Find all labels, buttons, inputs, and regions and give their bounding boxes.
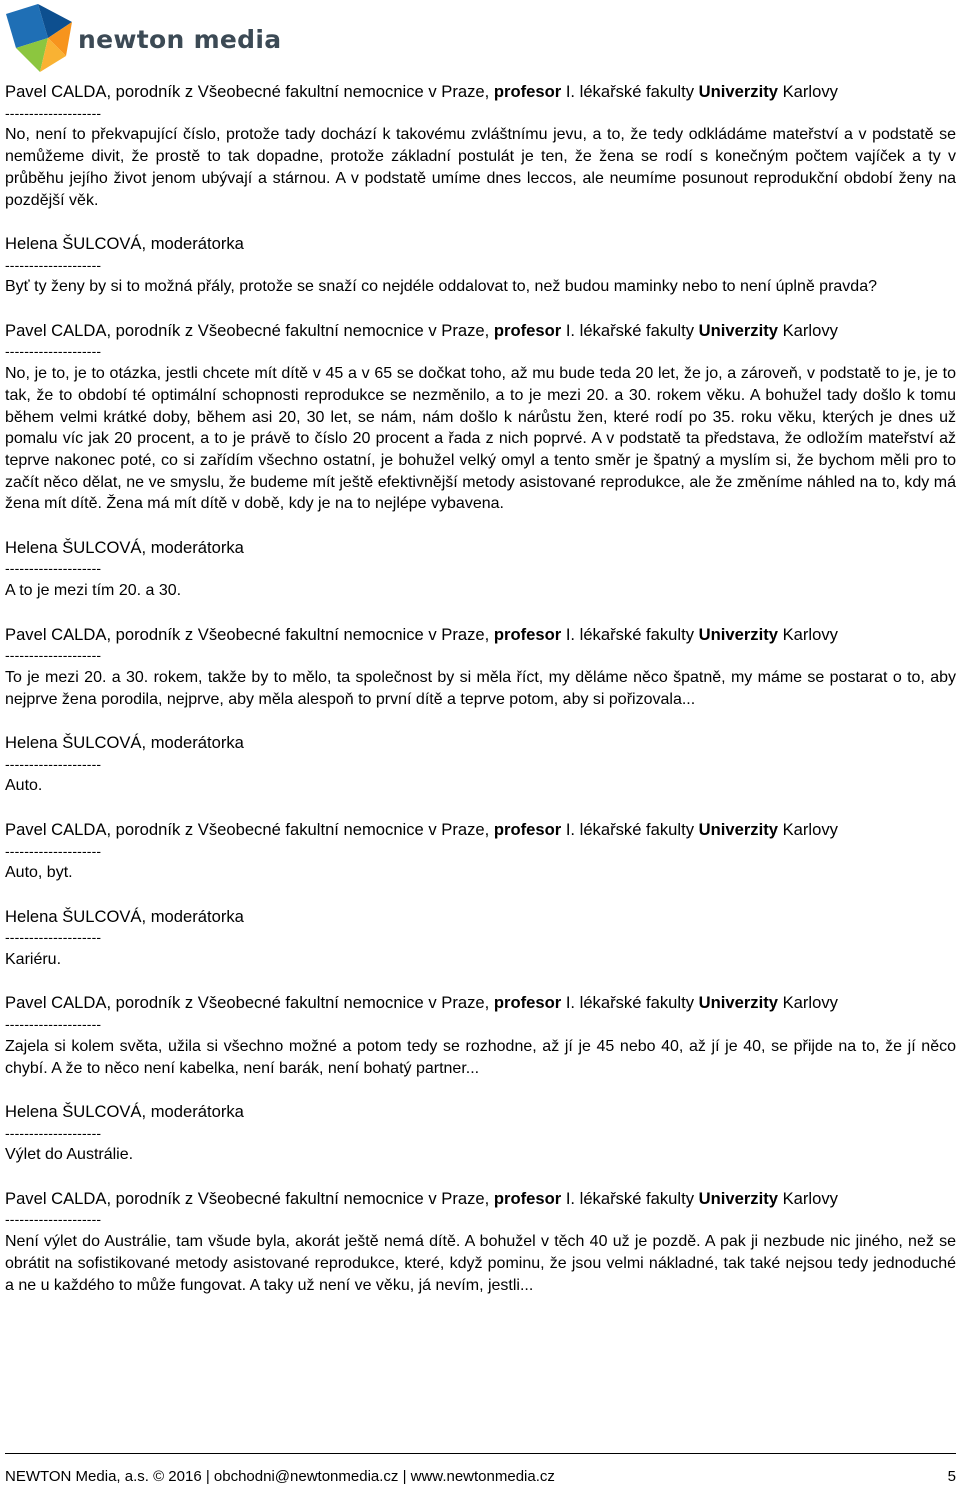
speaker-name-part: Karlovy	[782, 819, 838, 839]
speaker-sulcova: Helena ŠULCOVÁ, moderátorka	[5, 1101, 244, 1121]
speaker-name-part: Pavel CALDA, porodník z Všeobecné fakultní nemocnice v Praze,	[5, 993, 490, 1013]
speaker-name-part: Pavel CALDA, porodník z Všeobecné fakultní nemocnice v Praze,	[5, 82, 490, 101]
speech-paragraph: No, není to překvapující číslo, protože tady dochází k takovému zvláštnímu jevu, a to, že tedy odkládáme mateřství a v podstatě se nemůžeme divit, že prostě to tak dopadne, protože základní postulát je ten, že žena se rodí s konečným počtem vajíček a ty v průběhu jejího život jenom ubývají a stárnou. A v podstatě umíme dnes leccos, ale neumíme posunout reprodukční období ženy na pozdější věk.	[5, 126, 956, 209]
speaker-calda	[5, 624, 956, 646]
speaker-sulcova: Helena ŠULCOVÁ, moderátorka	[5, 537, 244, 557]
speaker-name-part: I. lékařské fakulty	[565, 819, 695, 839]
page-number: 5	[947, 1468, 956, 1485]
speaker-name-part: profesor	[493, 819, 562, 839]
separator-line: --------------------	[5, 256, 102, 273]
speaker-calda	[5, 819, 956, 841]
speaker-name-part: I. lékařské fakulty	[565, 624, 695, 644]
separator-line: --------------------	[5, 560, 102, 577]
speaker-name-part: profesor	[493, 320, 562, 340]
separator-line: --------------------	[5, 1211, 102, 1228]
separator-line: --------------------	[5, 104, 102, 121]
separator-line: --------------------	[5, 647, 102, 664]
speech-paragraph: To je mezi 20. a 30. rokem, takže by to mělo, ta společnost by si měla říct, my děláme něco špatně, my máme se postarat o to, aby nejprve žena porodila, nejprve, aby měla alespoň to první dítě a teprve potom, aby si pořizovala...	[5, 668, 956, 708]
speech-paragraph: Výlet do Austrálie.	[5, 1146, 134, 1164]
page-footer	[5, 1453, 956, 1485]
speaker-name-part: Univerzity	[698, 624, 778, 644]
separator-line: --------------------	[5, 1124, 102, 1141]
speaker-calda	[5, 320, 956, 342]
separator-line: --------------------	[5, 343, 102, 360]
speaker-name-part: Univerzity	[698, 82, 778, 101]
speaker-name-part: Karlovy	[782, 1188, 838, 1208]
separator-line: --------------------	[5, 755, 102, 772]
speaker-calda	[5, 1188, 956, 1210]
speaker-sulcova: Helena ŠULCOVÁ, moderátorka	[5, 906, 244, 926]
separator-line: --------------------	[5, 929, 102, 946]
speaker-name-part: Pavel CALDA, porodník z Všeobecné fakultní nemocnice v Praze,	[5, 320, 490, 340]
speaker-name-part: Univerzity	[698, 320, 778, 340]
speaker-name-part: Pavel CALDA, porodník z Všeobecné fakultní nemocnice v Praze,	[5, 1188, 490, 1208]
speech-paragraph: A to je mezi tím 20. a 30.	[5, 582, 182, 600]
speaker-calda	[5, 992, 956, 1014]
brand-name: newton media	[78, 25, 282, 54]
speaker-name-part: Univerzity	[698, 993, 778, 1013]
speaker-calda	[5, 81, 956, 103]
speaker-name-part: Pavel CALDA, porodník z Všeobecné fakultní nemocnice v Praze,	[5, 819, 490, 839]
speaker-name-part: profesor	[493, 82, 562, 101]
speech-paragraph: Auto, byt.	[5, 864, 73, 882]
speaker-sulcova: Helena ŠULCOVÁ, moderátorka	[5, 233, 244, 253]
speech-paragraph: Kariéru.	[5, 951, 62, 969]
speaker-name-part: Univerzity	[698, 1188, 778, 1208]
speaker-name-part: I. lékařské fakulty	[565, 1188, 695, 1208]
separator-line: --------------------	[5, 842, 102, 859]
separator-line: --------------------	[5, 1016, 102, 1033]
footer-company: NEWTON Media, a.s. © 2016 | obchodni@newtonmedia.cz | www.newtonmedia.cz	[5, 1468, 555, 1485]
speaker-name-part: Pavel CALDA, porodník z Všeobecné fakultní nemocnice v Praze,	[5, 624, 490, 644]
speech-paragraph: Zajela si kolem světa, užila si všechno možné a potom tedy se rozhodne, až jí je 45 nebo 40, až jí je 40, se přijde na to, že jí něco chybí. A že to něco není kabelka, není barák, není bohatý partner...	[5, 1037, 956, 1077]
speaker-name-part: Univerzity	[698, 819, 778, 839]
speaker-sulcova: Helena ŠULCOVÁ, moderátorka	[5, 733, 244, 753]
speaker-name-part: Karlovy	[782, 624, 838, 644]
speaker-name-part: profesor	[493, 624, 562, 644]
speaker-name-part: Karlovy	[782, 82, 838, 101]
speech-paragraph: No, je to, je to otázka, jestli chcete mít dítě v 45 a v 65 se dočkat toho, až mu bude teda 20 let, že jo, a zároveň, v podstatě to je, je to tak, že to období té optimální schopnosti reprodukce se nezměnilo, a to je mezi 20. a 30. rokem věku. A bohužel tady došlo k tomu během velmi krátké doby, během asi 20, 30 let, se nám, nám došlo k nárůstu žen, které rodí po 35. roku věku, kterých je dnes už pomalu víc jak 20 procent, a to je právě to číslo 20 procent a řada z nich poprvé. A v podstatě ta představa, že odložím mateřství až teprve nakonec poté, co si zařídím všechno ostatní, je bohužel velký omyl a tento směr je špatný a myslím si, že bychom měli pro to začít něco dělat, ne ve smyslu, že budeme mít ještě efektivnější metody asistované reprodukce, ale že změníme náhled na to, kdy má žena mít dítě. Žena má mít dítě v době, kdy je na to nejlépe vybavena.	[5, 365, 956, 513]
transcript	[5, 81, 956, 1318]
speaker-name-part: I. lékařské fakulty	[565, 993, 695, 1013]
speaker-name-part: profesor	[493, 993, 562, 1013]
speech-paragraph: Není výlet do Austrálie, tam všude byla, akorát ještě nemá dítě. A bohužel v těch 40 už je pozdě. A pak ji nezbude nic jiného, než se obrátit na sofistikované metody asistované reprodukce, které, když pominu, že jsou velmi nákladné, tak také nejsou tedy jednoduché a ne u každého to může fungovat. A taky už není ve věku, já nevím, jestli...	[5, 1233, 956, 1294]
page-header	[0, 0, 960, 80]
speaker-name-part: Karlovy	[782, 320, 838, 340]
newton-media-logo-icon	[4, 4, 74, 76]
speaker-name-part: I. lékařské fakulty	[565, 82, 695, 101]
speaker-name-part: I. lékařské fakulty	[565, 320, 695, 340]
speech-paragraph: Auto.	[5, 777, 43, 795]
speaker-name-part: Karlovy	[782, 993, 838, 1013]
speech-paragraph: Byť ty ženy by si to možná přály, protože se snaží co nejdéle oddalovat to, než budou maminky nebo to není úplně pravda?	[5, 278, 877, 296]
speaker-name-part: profesor	[493, 1188, 562, 1208]
